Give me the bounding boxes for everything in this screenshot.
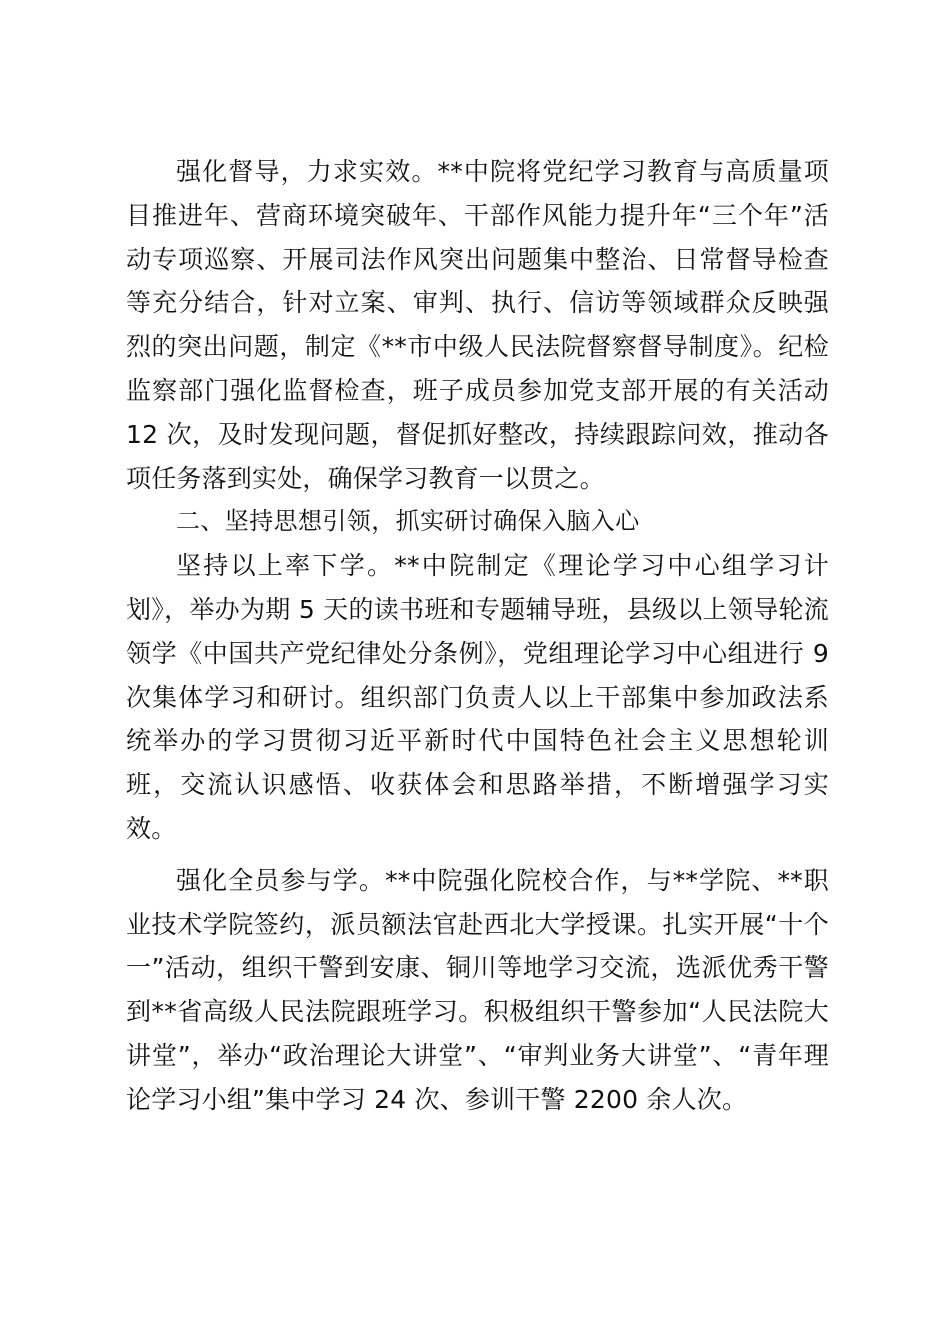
section-heading-2: 二、坚持思想引领，抓实研讨确保入脑入心 (176, 507, 640, 536)
document-body (126, 150, 829, 1122)
paragraph-supervision: 强化督导，力求实效。**中院将党纪学习教育与高质量项目推进年、营商环境突破年、干部作风能力提升年“三个年”活动专项巡察、开展司法作风突出问题集中整治、日常督导检查等充分结合，针对立案、审判、执行、信访等领域群众反映强烈的突出问题，制定《**市中级人民法院督察督导制度》。纪检监察部门强化监督检查，班子成员参加党支部开展的有关活动 12 次，及时发现问题，督促抓好整改，持续跟踪问效，推动各项任务落到实处，确保学习教育一以贯之。 (126, 157, 829, 493)
paragraph-lead-by-example: 坚持以上率下学。**中院制定《理论学习中心组学习计划》，举办为期 5 天的读书班和专题辅导班，县级以上领导轮流领学《中国共产党纪律处分条例》，党组理论学习中心组进行 9 次集体学习和研讨。组织部门负责人以上干部集中参加政法系统举办的学习贯彻习近平新时代中国特色社会主义思想轮训班，交流认识感悟、收获体会和思路举措，不断增强学习实效。 (126, 551, 829, 843)
paragraph-full-participation: 强化全员参与学。**中院强化院校合作，与**学院、**职业技术学院签约，派员额法官赴西北大学授课。扎实开展“十个一”活动，组织干警到安康、铜川等地学习交流，选派优秀干警到**省高级人民法院跟班学习。积极组织干警参加“人民法院大讲堂”，举办“政治理论大讲堂”、“审判业务大讲堂”、“青年理论学习小组”集中学习 24 次、参训干警 2200 余人次。 (126, 865, 829, 1114)
